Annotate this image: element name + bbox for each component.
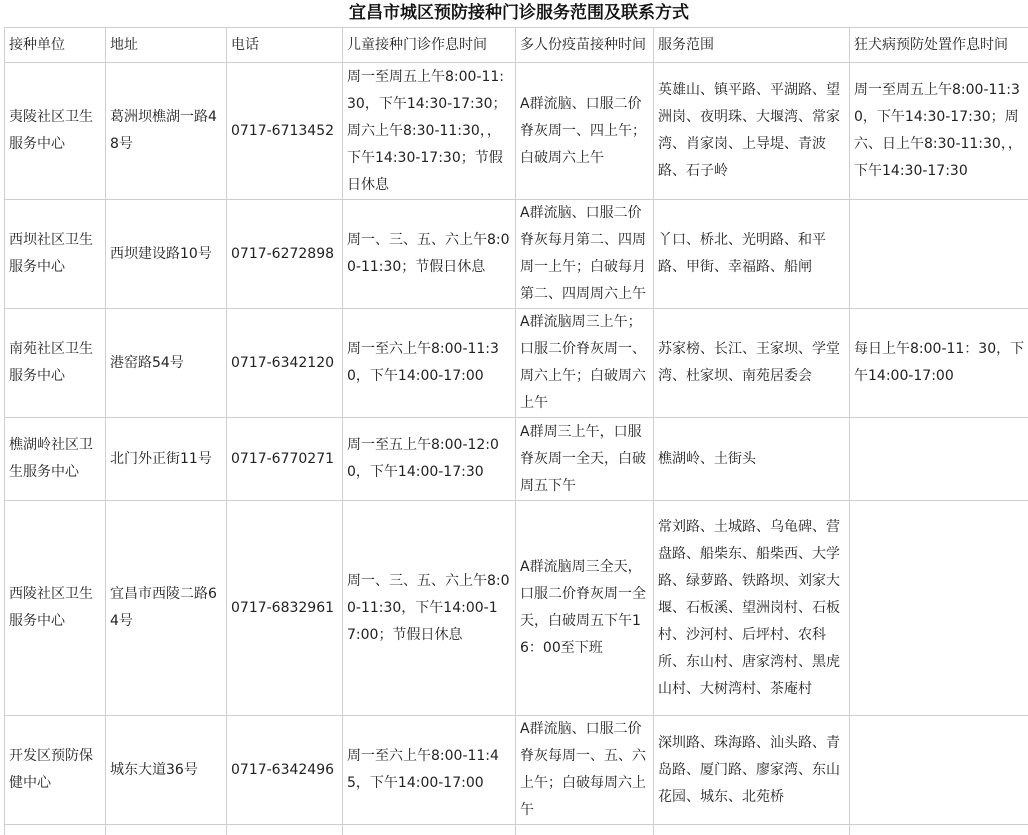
cell-phone: 0717-6272898 xyxy=(227,200,343,309)
cell-unit: 夷陵社区卫生服务中心 xyxy=(5,63,106,200)
cell-unit: 西陵社区卫生服务中心 xyxy=(5,501,106,716)
cell-empty xyxy=(227,825,343,835)
cell-child-hours: 周一至六上午8:00-11:45，下午14:00-17:00 xyxy=(343,716,516,825)
cell-phone: 0717-6342120 xyxy=(227,309,343,418)
cell-empty xyxy=(5,825,106,835)
cell-address: 西坝建设路10号 xyxy=(106,200,227,309)
cell-unit: 樵湖岭社区卫生服务中心 xyxy=(5,418,106,501)
cell-child-hours: 周一至六上午8:00-11:30，下午14:00-17:00 xyxy=(343,309,516,418)
header-multi-vaccine: 多人份疫苗接种时间 xyxy=(516,28,654,63)
cell-phone: 0717-6770271 xyxy=(227,418,343,501)
cell-rabies-hours xyxy=(850,501,1028,716)
cell-scope: 樵湖岭、土街头 xyxy=(654,418,850,501)
header-address: 地址 xyxy=(106,28,227,63)
cell-child-hours: 周一、三、五、六上午8:00-11:30，下午14:00-17:00；节假日休息 xyxy=(343,501,516,716)
service-table xyxy=(4,27,1028,835)
table-row xyxy=(5,501,1028,716)
table-row xyxy=(5,63,1028,200)
cell-rabies-hours: 周一至周五上午8:00-11:30，下午14:30-17:30；周六、日上午8:30-11:30，，下午14:30-17:30 xyxy=(850,63,1028,200)
cell-multi-vaccine: A群周三上午，口服脊灰周一全天，白破周五下午 xyxy=(516,418,654,501)
cell-multi-vaccine: A群流脑周三全天，口服二价脊灰周一全天，白破周五下午16：00至下班 xyxy=(516,501,654,716)
table-row-partial xyxy=(5,825,1028,835)
header-child-hours: 儿童接种门诊作息时间 xyxy=(343,28,516,63)
cell-address: 宜昌市西陵二路64号 xyxy=(106,501,227,716)
cell-empty xyxy=(343,825,516,835)
cell-multi-vaccine: A群流脑、口服二价脊灰每周一、五、六上午；白破每周六上午 xyxy=(516,716,654,825)
cell-address: 港窑路54号 xyxy=(106,309,227,418)
cell-scope: 苏家榜、长江、王家坝、学堂湾、杜家坝、南苑居委会 xyxy=(654,309,850,418)
cell-empty xyxy=(106,825,227,835)
cell-address: 葛洲坝樵湖一路48号 xyxy=(106,63,227,200)
cell-scope: 英雄山、镇平路、平湖路、望洲岗、夜明珠、大堰湾、常家湾、肖家岗、上导堤、青波路、石子岭 xyxy=(654,63,850,200)
header-rabies-hours: 狂犬病预防处置作息时间 xyxy=(850,28,1028,63)
header-phone: 电话 xyxy=(227,28,343,63)
cell-phone: 0717-6832961 xyxy=(227,501,343,716)
cell-address: 城东大道36号 xyxy=(106,716,227,825)
cell-unit: 开发区预防保健中心 xyxy=(5,716,106,825)
cell-rabies-hours xyxy=(850,716,1028,825)
cell-multi-vaccine: A群流脑周三上午；口服二价脊灰周一、周六上午；白破周六上午 xyxy=(516,309,654,418)
header-unit: 接种单位 xyxy=(5,28,106,63)
page-title: 宜昌市城区预防接种门诊服务范围及联系方式 xyxy=(349,3,689,23)
table-row xyxy=(5,200,1028,309)
cell-empty xyxy=(516,825,654,835)
cell-phone: 0717-6713452 xyxy=(227,63,343,200)
cell-rabies-hours xyxy=(850,418,1028,501)
cell-scope: 丫口、桥北、光明路、和平路、甲街、幸福路、船闸 xyxy=(654,200,850,309)
cell-phone: 0717-6342496 xyxy=(227,716,343,825)
table-row xyxy=(5,309,1028,418)
cell-empty xyxy=(850,825,1028,835)
table-header-row xyxy=(5,28,1028,63)
cell-unit: 南苑社区卫生服务中心 xyxy=(5,309,106,418)
table-row xyxy=(5,418,1028,501)
cell-multi-vaccine: A群流脑、口服二价脊灰周一、四上午；白破周六上午 xyxy=(516,63,654,200)
cell-rabies-hours xyxy=(850,200,1028,309)
cell-empty xyxy=(654,825,850,835)
cell-child-hours: 周一、三、五、六上午8:00-11:30；节假日休息 xyxy=(343,200,516,309)
table-row xyxy=(5,716,1028,825)
cell-rabies-hours: 每日上午8:00-11：30，下午14:00-17:00 xyxy=(850,309,1028,418)
cell-multi-vaccine: A群流脑、口服二价脊灰每月第二、四周周一上午；白破每月第二、四周周六上午 xyxy=(516,200,654,309)
cell-child-hours: 周一至五上午8:00-12:00，下午14:00-17:30 xyxy=(343,418,516,501)
cell-unit: 西坝社区卫生服务中心 xyxy=(5,200,106,309)
cell-child-hours: 周一至周五上午8:00-11:30，下午14:30-17:30；周六上午8:30-11:30，，下午14:30-17:30；节假日休息 xyxy=(343,63,516,200)
header-scope: 服务范围 xyxy=(654,28,850,63)
cell-scope: 常刘路、土城路、乌龟碑、营盘路、船柴东、船柴西、大学路、绿萝路、铁路坝、刘家大堰、石板溪、望洲岗村、石板村、沙河村、后坪村、农科所、东山村、唐家湾村、黑虎山村、大树湾村、茶庵村 xyxy=(654,501,850,716)
cell-scope: 深圳路、珠海路、汕头路、青岛路、厦门路、廖家湾、东山花园、城东、北苑桥 xyxy=(654,716,850,825)
cell-address: 北门外正街11号 xyxy=(106,418,227,501)
